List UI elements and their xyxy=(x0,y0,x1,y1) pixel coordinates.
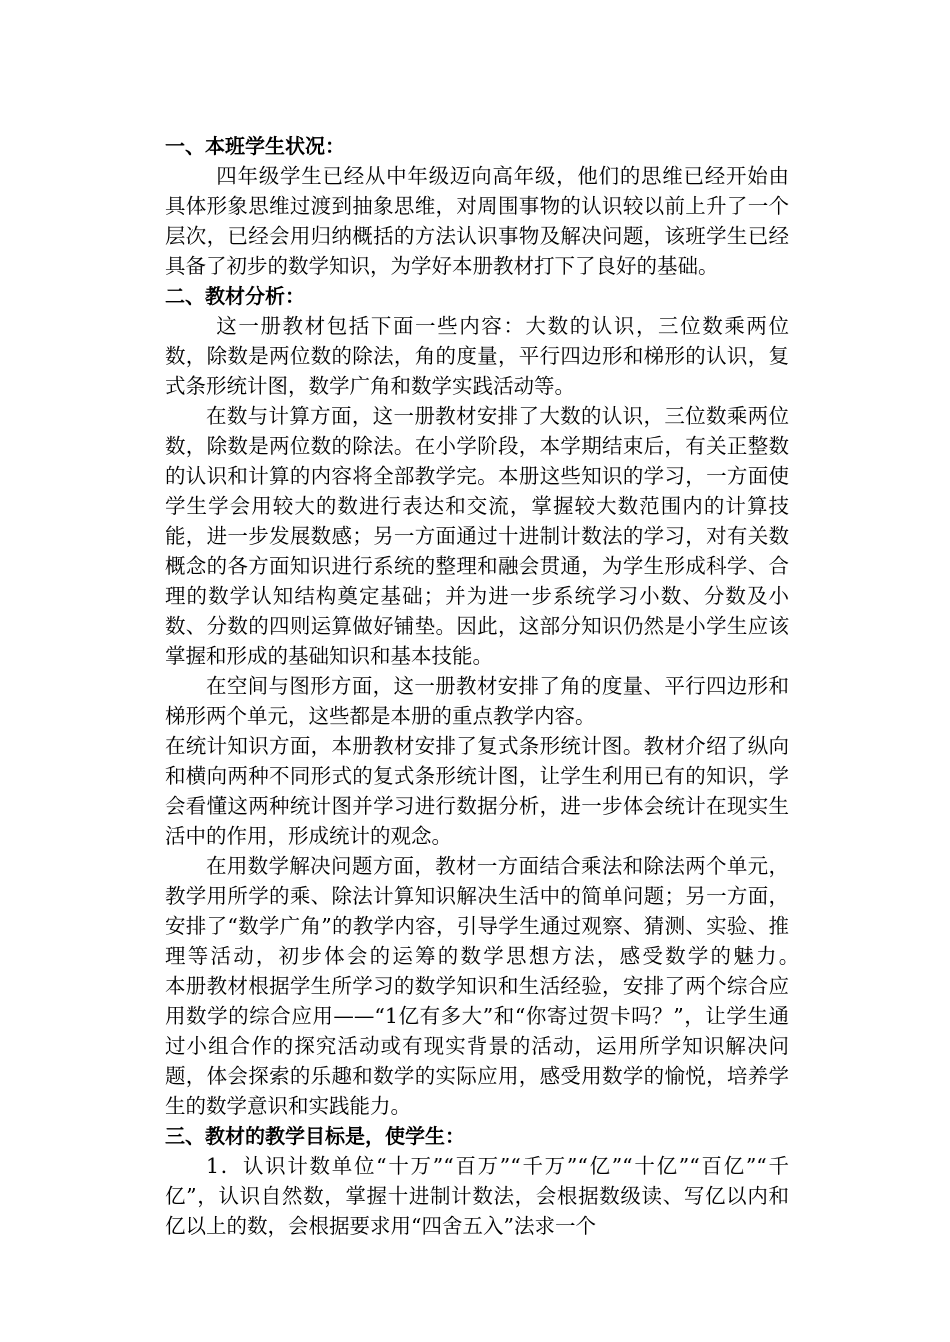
section-heading-class-status: 一、本班学生状况： xyxy=(165,134,345,158)
section-heading-teaching-goals: 三、教材的教学目标是，使学生： xyxy=(165,1124,465,1148)
paragraph-textbook-contents: 这一册教材包括下面一些内容：大数的认识，三位数乘两位数，除数是两位数的除法，角的度量，平行四边形和梯形的认识，复式条形统计图，数学广角和数学实践活动等。 xyxy=(165,314,789,398)
document-body xyxy=(165,131,830,1241)
paragraph-class-status: 四年级学生已经从中年级迈向高年级，他们的思维已经开始由具体形象思维过渡到抽象思维，对周围事物的认识较以前上升了一个层次，已经会用归纳概括的方法认识事物及解决问题，该班学生已经具备了初步的数学知识，为学好本册教材打下了良好的基础。 xyxy=(165,164,789,278)
paragraph-problem-solving: 在用数学解决问题方面，教材一方面结合乘法和除法两个单元，教学用所学的乘、除法计算知识解决生活中的简单问题；另一方面，安排了“数学广角”的教学内容，引导学生通过观察、猜测、实验、推理等活动，初步体会的运筹的数学思想方法，感受数学的魅力。 本册教材根据学生所学习的数学知识和生活经验，安排了两个综合应用数学的综合应用——“1亿有多大”和“你寄过贺卡吗？”，让学生通过小组合作的探究活动或有现实背景的活动，运用所学知识解决问题，体会探索的乐趣和数学的实际应用，感受用数学的愉悦，培养学生的数学意识和实践能力。 xyxy=(165,854,830,1118)
paragraph-goal-1: 1．认识计数单位“十万”“百万”“千万”“亿”“十亿”“百亿”“千亿”，认识自然数，掌握十进制计数法，会根据数级读、写亿以内和亿以上的数，会根据要求用“四舍五入”法求一个 xyxy=(165,1154,789,1238)
paragraph-statistics: 在统计知识方面，本册教材安排了复式条形统计图。教材介绍了纵向和横向两种不同形式的复式条形统计图，让学生利用已有的知识，学会看懂这两种统计图并学习进行数据分析，进一步体会统计在现实生活中的作用，形成统计的观念。 xyxy=(165,734,789,848)
paragraph-number-calculation: 在数与计算方面，这一册教材安排了大数的认识，三位数乘两位数，除数是两位数的除法。在小学阶段，本学期结束后，有关正整数的认识和计算的内容将全部教学完。本册这些知识的学习，一方面使学生学会用较大的数进行表达和交流，掌握较大数范围内的计算技能，进一步发展数感；另一方面通过十进制计数法的学习，对有关数概念的各方面知识进行系统的整理和融会贯通，为学生形成科学、合理的数学认知结构奠定基础；并为进一步系统学习小数、分数及小数、分数的四则运算做好铺垫。因此，这部分知识仍然是小学生应该掌握和形成的基础知识和基本技能。 xyxy=(165,404,789,668)
paragraph-space-geometry: 在空间与图形方面，这一册教材安排了角的度量、平行四边形和梯形两个单元，这些都是本册的重点教学内容。 xyxy=(165,674,789,728)
section-heading-textbook-analysis: 二、教材分析： xyxy=(165,284,305,308)
